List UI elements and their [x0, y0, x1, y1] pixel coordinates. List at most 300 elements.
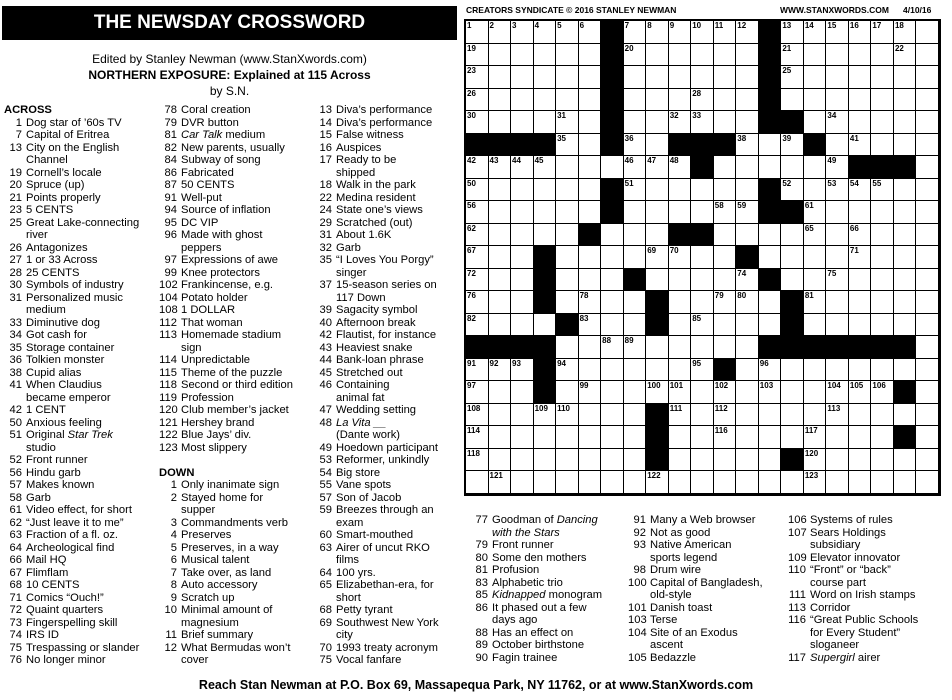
grid-cell[interactable] [579, 426, 602, 449]
grid-cell[interactable] [579, 449, 602, 472]
grid-cell[interactable] [849, 246, 872, 269]
grid-cell[interactable] [894, 179, 917, 202]
grid-cell[interactable] [511, 314, 534, 337]
grid-cell[interactable] [714, 179, 737, 202]
grid-cell[interactable] [534, 89, 557, 112]
grid-cell[interactable] [624, 89, 647, 112]
grid-cell[interactable] [691, 381, 714, 404]
grid-cell[interactable] [556, 134, 579, 157]
grid-cell[interactable] [826, 21, 849, 44]
grid-cell[interactable] [534, 404, 557, 427]
grid-cell[interactable] [646, 134, 669, 157]
grid-cell[interactable] [781, 426, 804, 449]
grid-cell[interactable] [579, 179, 602, 202]
grid-cell[interactable] [601, 246, 624, 269]
grid-cell[interactable] [534, 314, 557, 337]
grid-cell[interactable] [466, 44, 489, 67]
grid-cell[interactable] [511, 66, 534, 89]
grid-cell[interactable] [691, 44, 714, 67]
grid-cell[interactable] [759, 404, 782, 427]
grid-cell[interactable] [759, 381, 782, 404]
grid-cell[interactable] [534, 21, 557, 44]
grid-cell[interactable] [489, 314, 512, 337]
grid-cell[interactable] [646, 359, 669, 382]
grid-cell[interactable] [849, 111, 872, 134]
grid-cell[interactable] [804, 201, 827, 224]
grid-cell[interactable] [691, 336, 714, 359]
grid-cell[interactable] [714, 449, 737, 472]
grid-cell[interactable] [826, 314, 849, 337]
grid-cell[interactable] [579, 134, 602, 157]
grid-cell[interactable] [624, 156, 647, 179]
grid-cell[interactable] [916, 471, 939, 494]
grid-cell[interactable] [669, 291, 692, 314]
grid-cell[interactable] [579, 269, 602, 292]
grid-cell[interactable] [466, 224, 489, 247]
grid-cell[interactable] [916, 201, 939, 224]
grid-cell[interactable] [849, 404, 872, 427]
grid-cell[interactable] [849, 269, 872, 292]
grid-cell[interactable] [781, 224, 804, 247]
grid-cell[interactable] [489, 66, 512, 89]
grid-cell[interactable] [894, 66, 917, 89]
grid-cell[interactable] [624, 21, 647, 44]
grid-cell[interactable] [781, 381, 804, 404]
grid-cell[interactable] [556, 66, 579, 89]
grid-cell[interactable] [511, 179, 534, 202]
grid-cell[interactable] [601, 471, 624, 494]
grid-cell[interactable] [781, 89, 804, 112]
grid-cell[interactable] [511, 44, 534, 67]
grid-cell[interactable] [781, 66, 804, 89]
grid-cell[interactable] [669, 179, 692, 202]
grid-cell[interactable] [804, 89, 827, 112]
grid-cell[interactable] [759, 471, 782, 494]
grid-cell[interactable] [916, 111, 939, 134]
grid-cell[interactable] [669, 21, 692, 44]
grid-cell[interactable] [669, 314, 692, 337]
grid-cell[interactable] [579, 359, 602, 382]
grid-cell[interactable] [489, 179, 512, 202]
grid-cell[interactable] [669, 426, 692, 449]
grid-cell[interactable] [646, 471, 669, 494]
grid-cell[interactable] [579, 246, 602, 269]
grid-cell[interactable] [916, 44, 939, 67]
grid-cell[interactable] [691, 426, 714, 449]
grid-cell[interactable] [736, 111, 759, 134]
grid-cell[interactable] [691, 66, 714, 89]
grid-cell[interactable] [781, 269, 804, 292]
grid-cell[interactable] [534, 111, 557, 134]
grid-cell[interactable] [916, 336, 939, 359]
grid-cell[interactable] [579, 336, 602, 359]
grid-cell[interactable] [916, 449, 939, 472]
grid-cell[interactable] [714, 314, 737, 337]
grid-cell[interactable] [669, 111, 692, 134]
grid-cell[interactable] [916, 134, 939, 157]
grid-cell[interactable] [669, 471, 692, 494]
grid-cell[interactable] [466, 21, 489, 44]
grid-cell[interactable] [669, 66, 692, 89]
grid-cell[interactable] [849, 44, 872, 67]
grid-cell[interactable] [466, 471, 489, 494]
grid-cell[interactable] [466, 89, 489, 112]
grid-cell[interactable] [669, 449, 692, 472]
grid-cell[interactable] [714, 471, 737, 494]
grid-cell[interactable] [489, 44, 512, 67]
grid-cell[interactable] [579, 156, 602, 179]
grid-cell[interactable] [646, 381, 669, 404]
grid-cell[interactable] [669, 336, 692, 359]
grid-cell[interactable] [871, 134, 894, 157]
grid-cell[interactable] [916, 404, 939, 427]
grid-cell[interactable] [849, 134, 872, 157]
grid-cell[interactable] [826, 291, 849, 314]
grid-cell[interactable] [489, 449, 512, 472]
grid-cell[interactable] [511, 111, 534, 134]
grid-cell[interactable] [804, 359, 827, 382]
grid-cell[interactable] [511, 21, 534, 44]
grid-cell[interactable] [534, 201, 557, 224]
grid-cell[interactable] [871, 449, 894, 472]
grid-cell[interactable] [556, 291, 579, 314]
grid-cell[interactable] [601, 404, 624, 427]
grid-cell[interactable] [466, 111, 489, 134]
grid-cell[interactable] [871, 314, 894, 337]
grid-cell[interactable] [579, 471, 602, 494]
grid-cell[interactable] [556, 449, 579, 472]
grid-cell[interactable] [556, 404, 579, 427]
grid-cell[interactable] [736, 359, 759, 382]
grid-cell[interactable] [736, 134, 759, 157]
grid-cell[interactable] [646, 269, 669, 292]
grid-cell[interactable] [849, 381, 872, 404]
grid-cell[interactable] [871, 111, 894, 134]
grid-cell[interactable] [511, 246, 534, 269]
grid-cell[interactable] [691, 314, 714, 337]
grid-cell[interactable] [894, 44, 917, 67]
grid-cell[interactable] [736, 291, 759, 314]
grid-cell[interactable] [781, 471, 804, 494]
grid-cell[interactable] [601, 426, 624, 449]
grid-cell[interactable] [714, 404, 737, 427]
grid-cell[interactable] [714, 246, 737, 269]
grid-cell[interactable] [894, 89, 917, 112]
grid-cell[interactable] [466, 381, 489, 404]
grid-cell[interactable] [691, 359, 714, 382]
grid-cell[interactable] [646, 111, 669, 134]
grid-cell[interactable] [826, 111, 849, 134]
grid-cell[interactable] [556, 269, 579, 292]
grid-cell[interactable] [894, 359, 917, 382]
grid-cell[interactable] [601, 314, 624, 337]
grid-cell[interactable] [781, 359, 804, 382]
grid-cell[interactable] [511, 89, 534, 112]
grid-cell[interactable] [579, 314, 602, 337]
grid-cell[interactable] [871, 224, 894, 247]
grid-cell[interactable] [646, 179, 669, 202]
grid-cell[interactable] [511, 449, 534, 472]
grid-cell[interactable] [826, 156, 849, 179]
grid-cell[interactable] [804, 449, 827, 472]
grid-cell[interactable] [804, 21, 827, 44]
grid-cell[interactable] [871, 66, 894, 89]
grid-cell[interactable] [759, 156, 782, 179]
grid-cell[interactable] [826, 449, 849, 472]
grid-cell[interactable] [489, 224, 512, 247]
grid-cell[interactable] [579, 381, 602, 404]
grid-cell[interactable] [759, 246, 782, 269]
grid-cell[interactable] [804, 314, 827, 337]
grid-cell[interactable] [466, 291, 489, 314]
grid-cell[interactable] [736, 426, 759, 449]
grid-cell[interactable] [691, 404, 714, 427]
grid-cell[interactable] [646, 66, 669, 89]
grid-cell[interactable] [624, 179, 647, 202]
grid-cell[interactable] [489, 404, 512, 427]
grid-cell[interactable] [871, 179, 894, 202]
grid-cell[interactable] [871, 381, 894, 404]
grid-cell[interactable] [826, 179, 849, 202]
grid-cell[interactable] [579, 21, 602, 44]
grid-cell[interactable] [511, 156, 534, 179]
grid-cell[interactable] [736, 471, 759, 494]
grid-cell[interactable] [466, 269, 489, 292]
grid-cell[interactable] [759, 291, 782, 314]
grid-cell[interactable] [511, 426, 534, 449]
grid-cell[interactable] [466, 404, 489, 427]
grid-cell[interactable] [489, 471, 512, 494]
grid-cell[interactable] [804, 66, 827, 89]
grid-cell[interactable] [511, 269, 534, 292]
grid-cell[interactable] [646, 89, 669, 112]
grid-cell[interactable] [556, 381, 579, 404]
grid-cell[interactable] [601, 156, 624, 179]
grid-cell[interactable] [804, 111, 827, 134]
grid-cell[interactable] [714, 21, 737, 44]
grid-cell[interactable] [624, 246, 647, 269]
grid-cell[interactable] [466, 314, 489, 337]
grid-cell[interactable] [579, 404, 602, 427]
grid-cell[interactable] [736, 156, 759, 179]
grid-cell[interactable] [691, 89, 714, 112]
grid-cell[interactable] [534, 44, 557, 67]
grid-cell[interactable] [871, 89, 894, 112]
grid-cell[interactable] [714, 381, 737, 404]
grid-cell[interactable] [624, 44, 647, 67]
grid-cell[interactable] [489, 381, 512, 404]
grid-cell[interactable] [489, 21, 512, 44]
grid-cell[interactable] [669, 246, 692, 269]
grid-cell[interactable] [624, 66, 647, 89]
grid-cell[interactable] [489, 111, 512, 134]
grid-cell[interactable] [489, 89, 512, 112]
grid-cell[interactable] [579, 201, 602, 224]
grid-cell[interactable] [916, 21, 939, 44]
grid-cell[interactable] [736, 66, 759, 89]
grid-cell[interactable] [894, 201, 917, 224]
grid-cell[interactable] [736, 336, 759, 359]
grid-cell[interactable] [556, 44, 579, 67]
grid-cell[interactable] [624, 134, 647, 157]
grid-cell[interactable] [804, 269, 827, 292]
grid-cell[interactable] [624, 111, 647, 134]
grid-cell[interactable] [646, 201, 669, 224]
grid-cell[interactable] [691, 291, 714, 314]
grid-cell[interactable] [601, 269, 624, 292]
grid-cell[interactable] [669, 156, 692, 179]
grid-cell[interactable] [826, 201, 849, 224]
grid-cell[interactable] [489, 426, 512, 449]
grid-cell[interactable] [871, 426, 894, 449]
grid-cell[interactable] [736, 224, 759, 247]
grid-cell[interactable] [669, 359, 692, 382]
grid-cell[interactable] [826, 224, 849, 247]
grid-cell[interactable] [466, 179, 489, 202]
grid-cell[interactable] [804, 426, 827, 449]
grid-cell[interactable] [826, 44, 849, 67]
grid-cell[interactable] [804, 179, 827, 202]
grid-cell[interactable] [916, 426, 939, 449]
grid-cell[interactable] [849, 471, 872, 494]
grid-cell[interactable] [759, 134, 782, 157]
grid-cell[interactable] [534, 449, 557, 472]
grid-cell[interactable] [759, 359, 782, 382]
grid-cell[interactable] [916, 314, 939, 337]
grid-cell[interactable] [736, 89, 759, 112]
grid-cell[interactable] [826, 66, 849, 89]
grid-cell[interactable] [624, 359, 647, 382]
grid-cell[interactable] [489, 291, 512, 314]
grid-cell[interactable] [556, 179, 579, 202]
grid-cell[interactable] [511, 381, 534, 404]
grid-cell[interactable] [759, 314, 782, 337]
grid-cell[interactable] [624, 291, 647, 314]
grid-cell[interactable] [556, 246, 579, 269]
grid-cell[interactable] [894, 134, 917, 157]
grid-cell[interactable] [736, 179, 759, 202]
grid-cell[interactable] [871, 404, 894, 427]
grid-cell[interactable] [871, 359, 894, 382]
grid-cell[interactable] [781, 21, 804, 44]
grid-cell[interactable] [804, 291, 827, 314]
grid-cell[interactable] [804, 246, 827, 269]
grid-cell[interactable] [826, 381, 849, 404]
grid-cell[interactable] [534, 224, 557, 247]
grid-cell[interactable] [601, 224, 624, 247]
grid-cell[interactable] [466, 449, 489, 472]
grid-cell[interactable] [804, 156, 827, 179]
grid-cell[interactable] [669, 404, 692, 427]
grid-cell[interactable] [466, 66, 489, 89]
grid-cell[interactable] [601, 291, 624, 314]
grid-cell[interactable] [466, 359, 489, 382]
grid-cell[interactable] [691, 449, 714, 472]
grid-cell[interactable] [669, 269, 692, 292]
grid-cell[interactable] [871, 291, 894, 314]
grid-cell[interactable] [601, 449, 624, 472]
grid-cell[interactable] [826, 89, 849, 112]
grid-cell[interactable] [871, 201, 894, 224]
grid-cell[interactable] [579, 111, 602, 134]
grid-cell[interactable] [804, 471, 827, 494]
grid-cell[interactable] [849, 66, 872, 89]
grid-cell[interactable] [556, 471, 579, 494]
grid-cell[interactable] [624, 471, 647, 494]
grid-cell[interactable] [826, 359, 849, 382]
grid-cell[interactable] [759, 224, 782, 247]
grid-cell[interactable] [511, 201, 534, 224]
grid-cell[interactable] [871, 269, 894, 292]
grid-cell[interactable] [781, 134, 804, 157]
grid-cell[interactable] [691, 179, 714, 202]
grid-cell[interactable] [826, 471, 849, 494]
grid-cell[interactable] [669, 44, 692, 67]
grid-cell[interactable] [826, 269, 849, 292]
grid-cell[interactable] [691, 246, 714, 269]
grid-cell[interactable] [556, 89, 579, 112]
grid-cell[interactable] [624, 449, 647, 472]
grid-cell[interactable] [556, 21, 579, 44]
grid-cell[interactable] [916, 156, 939, 179]
grid-cell[interactable] [759, 449, 782, 472]
grid-cell[interactable] [894, 314, 917, 337]
grid-cell[interactable] [714, 224, 737, 247]
grid-cell[interactable] [804, 224, 827, 247]
grid-cell[interactable] [646, 156, 669, 179]
grid-cell[interactable] [646, 21, 669, 44]
grid-cell[interactable] [736, 201, 759, 224]
grid-cell[interactable] [534, 426, 557, 449]
grid-cell[interactable] [849, 21, 872, 44]
grid-cell[interactable] [489, 246, 512, 269]
grid-cell[interactable] [871, 21, 894, 44]
grid-cell[interactable] [489, 269, 512, 292]
grid-cell[interactable] [781, 179, 804, 202]
grid-cell[interactable] [489, 201, 512, 224]
grid-cell[interactable] [849, 201, 872, 224]
grid-cell[interactable] [511, 224, 534, 247]
grid-cell[interactable] [466, 156, 489, 179]
grid-cell[interactable] [534, 471, 557, 494]
crossword-grid[interactable] [464, 19, 941, 496]
grid-cell[interactable] [601, 336, 624, 359]
grid-cell[interactable] [916, 269, 939, 292]
grid-cell[interactable] [579, 44, 602, 67]
grid-cell[interactable] [714, 89, 737, 112]
grid-cell[interactable] [466, 246, 489, 269]
grid-cell[interactable] [601, 381, 624, 404]
grid-cell[interactable] [624, 381, 647, 404]
grid-cell[interactable] [624, 224, 647, 247]
grid-cell[interactable] [691, 21, 714, 44]
grid-cell[interactable] [759, 426, 782, 449]
grid-cell[interactable] [511, 404, 534, 427]
grid-cell[interactable] [736, 314, 759, 337]
grid-cell[interactable] [556, 359, 579, 382]
grid-cell[interactable] [579, 89, 602, 112]
grid-cell[interactable] [489, 156, 512, 179]
grid-cell[interactable] [849, 314, 872, 337]
grid-cell[interactable] [826, 404, 849, 427]
grid-cell[interactable] [826, 134, 849, 157]
grid-cell[interactable] [849, 359, 872, 382]
grid-cell[interactable] [781, 404, 804, 427]
grid-cell[interactable] [849, 291, 872, 314]
grid-cell[interactable] [691, 471, 714, 494]
grid-cell[interactable] [601, 359, 624, 382]
grid-cell[interactable] [826, 246, 849, 269]
